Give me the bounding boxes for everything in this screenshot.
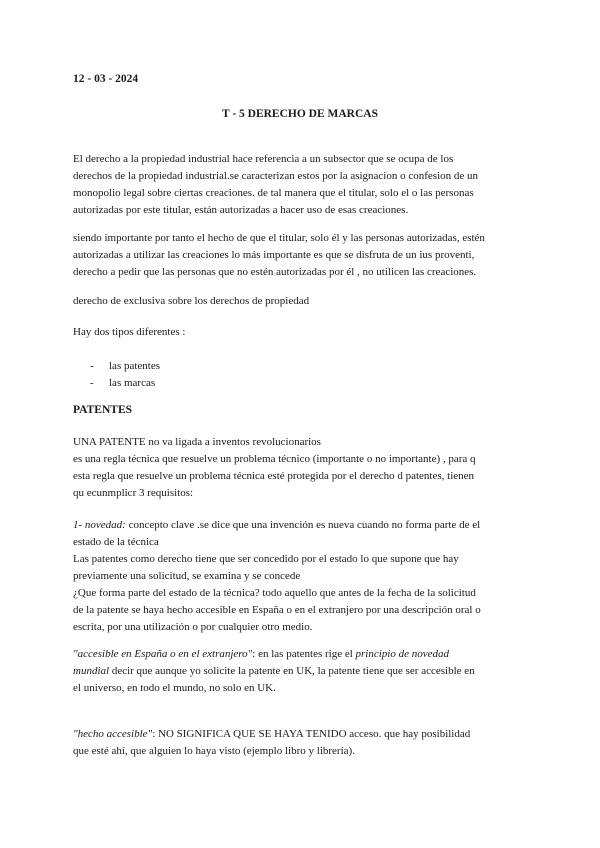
list-item [90, 358, 160, 375]
text-line [73, 646, 533, 663]
text-line: es una regla técnica que resuelve un problema técnico (importante o no importante) , para q [73, 453, 476, 465]
tipos-paragraph [73, 324, 533, 341]
text-line: UNA PATENTE no va ligada a inventos revolucionarios [73, 436, 321, 448]
ius-proventi-paragraph [73, 230, 533, 281]
hecho-accesible-paragraph [73, 726, 533, 760]
text-line [73, 663, 533, 680]
text-line: esta regla que resuelve un problema técnica esté protegida por el derecho d patentes, tienen [73, 470, 475, 482]
principio-term: principio de novedad [355, 648, 450, 660]
text-line [73, 726, 533, 743]
text-line: de la patente se haya hecho accesible en España o en el extranjero por una descripción oral o [73, 604, 481, 616]
section-heading-patentes: PATENTES [73, 404, 133, 416]
list-item-label: las marcas [109, 377, 156, 389]
intro-paragraph [73, 151, 533, 219]
text-line: El derecho a la propiedad industrial hace referencia a un subsector que se ocupa de los [73, 153, 454, 165]
novedad-paragraph [73, 517, 533, 636]
hecho-label: "hecho accesible" [73, 728, 153, 740]
text-line: derecho de exclusiva sobre los derechos de propiedad [73, 295, 310, 307]
text-line: estado de la técnica [73, 536, 159, 548]
mundial-term: mundial [73, 665, 110, 677]
accesible-paragraph [73, 646, 533, 697]
document-title: T - 5 DERECHO DE MARCAS [221, 108, 378, 120]
text-line [73, 517, 533, 534]
text-span: concepto clave .se dice que una invención es nueva cuando no forma parte de el [125, 519, 481, 531]
novedad-label: 1- novedad: [73, 519, 126, 531]
text-span: : NO SIGNIFICA QUE SE HAYA TENIDO acceso. que hay posibilidad [152, 728, 471, 740]
text-line: el universo, en todo el mundo, no solo en UK. [73, 682, 276, 694]
text-line: derecho a pedir que las personas que no estén autorizadas por él , no utilicen las creaciones. [73, 266, 477, 278]
text-line: Hay dos tipos diferentes : [73, 326, 186, 338]
list-item-label: las patentes [109, 360, 161, 372]
text-line: monopolio legal sobre ciertas creaciones. de tal manera que el titular, solo el o las personas [73, 187, 474, 199]
text-line: qu ecunmplicr 3 requisitos: [73, 487, 194, 499]
text-span: decir que aunque yo solicite la patente en UK, la patente tiene que ser accesible en [109, 665, 475, 677]
patente-paragraph [73, 434, 533, 502]
text-line: autorizadas a utilizar las creaciones lo más importante es que se disfruta de un ius proventi, [73, 249, 475, 261]
bullet-dash: - [90, 377, 94, 389]
text-line: derechos de la propiedad industrial.se caracterizan estos por la asignacion o confesion de un [73, 170, 479, 182]
bullet-dash: - [90, 360, 94, 372]
text-line: previamente una solicitud, se examina y se concede [73, 570, 301, 582]
list-item [90, 375, 160, 392]
text-line: que esté ahí, que alguien lo haya visto (ejemplo libro y librería). [73, 745, 355, 757]
text-line: autorizadas por este titular, están autorizadas a hacer uso de esas creaciones. [73, 204, 409, 216]
types-list [90, 358, 160, 392]
text-span: : en las patentes rige el [252, 648, 356, 660]
text-line: escrita, por una utilización o por cualquier otro medio. [73, 621, 313, 633]
text-line: Las patentes como derecho tiene que ser concedido por el estado lo que supone que hay [73, 553, 459, 565]
text-line: ¿Que forma parte del estado de la técnica? todo aquello que antes de la fecha de la solicitud [73, 587, 476, 599]
text-line: siendo importante por tanto el hecho de que el titular, solo él y las personas autorizadas, estén [73, 232, 485, 244]
document-date: 12 - 03 - 2024 [73, 73, 139, 85]
accesible-label: "accesible en España o en el extranjero" [73, 648, 253, 660]
exclusiva-paragraph [73, 293, 533, 310]
